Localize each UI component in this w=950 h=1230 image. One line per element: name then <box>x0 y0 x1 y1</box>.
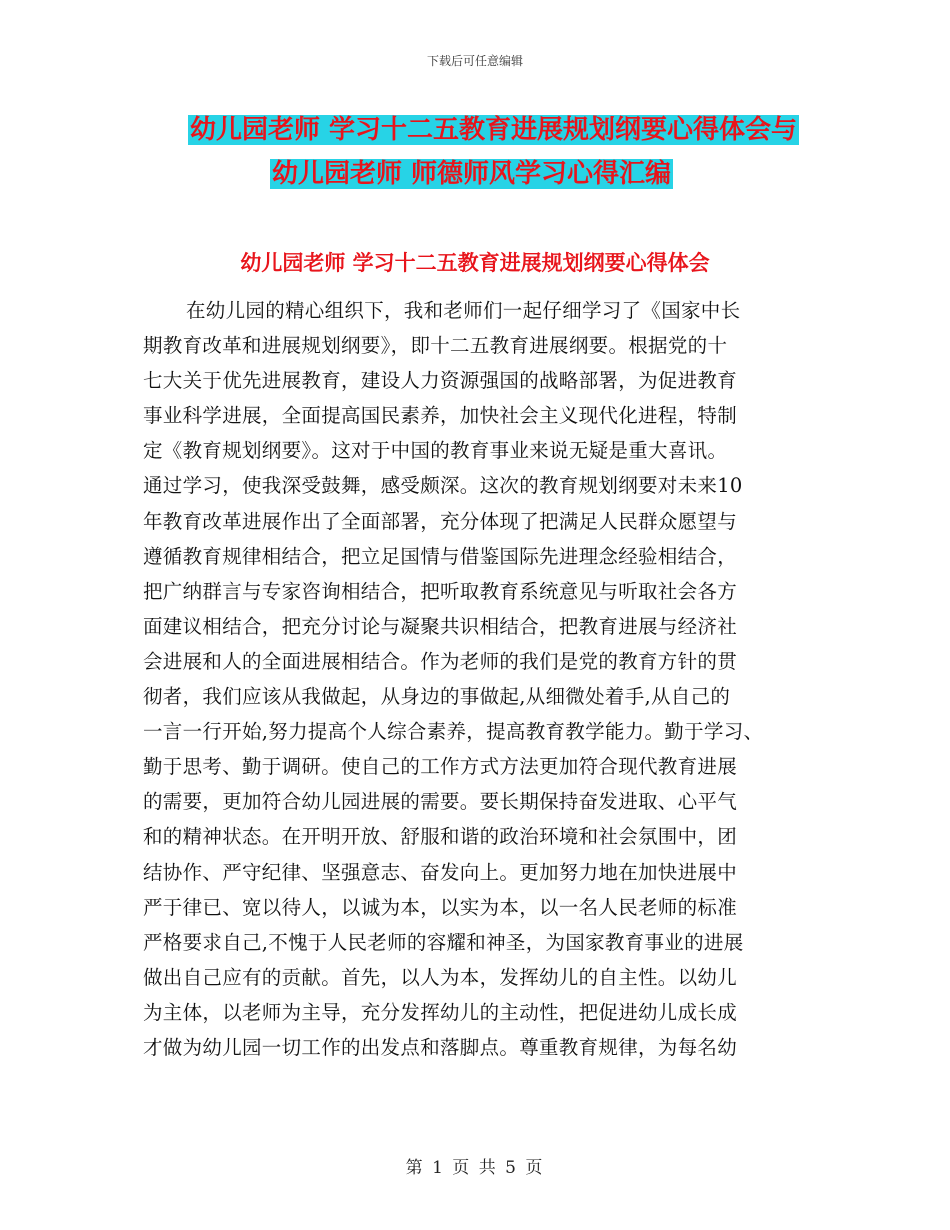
body-line: 事业科学进展，全面提高国民素养，加快社会主义现代化进程，特制 <box>143 404 738 428</box>
body-text <box>143 293 823 1065</box>
body-line: 遵循教育规律相结合，把立足国情与借鉴国际先进理念经验相结合， <box>143 544 738 568</box>
body-line: 期教育改革和进展规划纲要》，即十二五教育进展纲要。根据党的十 <box>143 334 728 358</box>
body-line: 勤于思考、勤于调研。使自己的工作方式方法更加符合现代教育进展 <box>143 755 738 779</box>
document-title-line-2 <box>270 156 673 192</box>
page-header: 下载后可任意编辑 <box>426 54 523 68</box>
document-title-line-1 <box>188 112 799 148</box>
body-line: 把广纳群言与专家咨询相结合，把听取教育系统意见与听取社会各方 <box>143 579 738 603</box>
body-line: 结协作、严守纪律、坚强意志、奋发向上。更加努力地在加快进展中 <box>143 860 738 884</box>
body-line: 和的精神状态。在开明开放、舒服和谐的政治环境和社会氛围中，团 <box>143 825 738 849</box>
body-line: 一言一行开始,努力提高个人综合素养，提高教育教学能力。勤于学习、 <box>143 720 764 744</box>
body-line: 年教育改革进展作出了全面部署，充分体现了把满足人民群众愿望与 <box>143 509 738 533</box>
body-line: 严格要求自己,不愧于人民老师的容耀和神圣，为国家教育事业的进展 <box>143 930 744 954</box>
body-line: 做出自己应有的贡献。首先，以人为本，发挥幼儿的自主性。以幼儿 <box>143 965 738 989</box>
body-line: 会进展和人的全面进展相结合。作为老师的我们是党的教育方针的贯 <box>143 649 738 673</box>
body-line: 为主体，以老师为主导，充分发挥幼儿的主动性，把促进幼儿成长成 <box>143 1000 738 1024</box>
body-line: 在幼儿园的精心组织下，我和老师们一起仔细学习了《国家中长 <box>186 299 741 322</box>
title-line-2-text: 幼儿园老师 师德师风学习心得汇编 <box>272 159 672 189</box>
body-line: 面建议相结合，把充分讨论与凝聚共识相结合，把教育进展与经济社 <box>143 614 738 638</box>
title-line-1-text: 幼儿园老师 学习十二五教育进展规划纲要心得体会与 <box>190 115 798 145</box>
body-line: 的需要，更加符合幼儿园进展的需要。要长期保持奋发进取、心平气 <box>143 790 738 814</box>
body-line: 严于律已、宽以待人，以诚为本，以实为本，以一名人民老师的标准 <box>143 895 738 919</box>
body-line: 才做为幼儿园一切工作的出发点和落脚点。尊重教育规律，为每名幼 <box>143 1035 738 1059</box>
body-line: 彻者，我们应该从我做起，从身边的事做起,从细微处着手,从自己的 <box>143 685 731 709</box>
page-footer: 第 1 页 共 5 页 <box>405 1158 545 1178</box>
body-line: 七大关于优先进展教育，建设人力资源强国的战略部署，为促进教育 <box>143 369 738 393</box>
section-title: 幼儿园老师 学习十二五教育进展规划纲要心得体会 <box>240 251 710 275</box>
body-line: 定《教育规划纲要》。这对于中国的教育事业来说无疑是重大喜讯。 <box>143 439 728 463</box>
body-line: 通过学习，使我深受鼓舞，感受颇深。这次的教育规划纲要对未来10 <box>143 474 743 498</box>
